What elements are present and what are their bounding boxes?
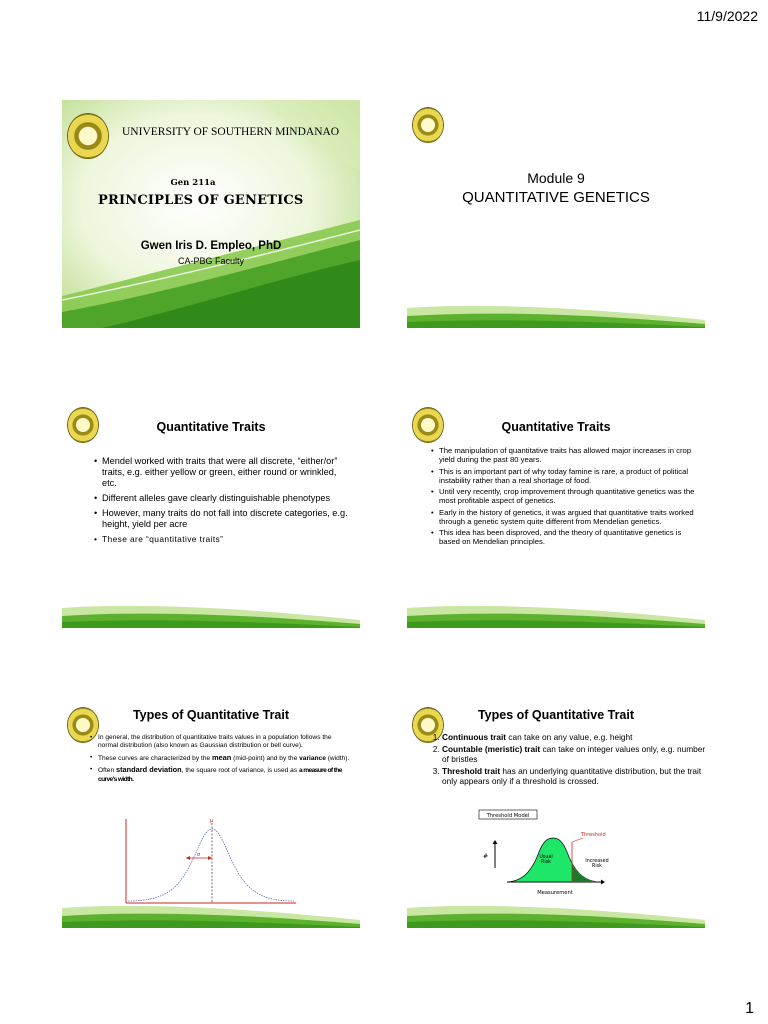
bullet-item: • This is an important part of why today famine is rare, a product of political instability rather than a real shortage of food. bbox=[431, 467, 699, 485]
module-number: Module 9 bbox=[527, 170, 585, 186]
slide-heading: Types of Quantitative Trait bbox=[132, 708, 290, 722]
bullet-item: • Often standard deviation, the square root of variance, is used as a measure of the curve’s width. bbox=[90, 766, 352, 784]
slide-title bbox=[62, 100, 360, 328]
slide-module bbox=[407, 100, 705, 328]
bullet-item: • This idea has been disproved, and the theory of quantitative genetics is based on Mendelian principles. bbox=[431, 528, 699, 546]
bullet-item: • These are “quantitative traits” bbox=[94, 534, 349, 545]
green-swoosh bbox=[62, 598, 360, 628]
bullet-item: • In general, the distribution of quantitative traits values in a population follows the normal distribution (also known as Gaussian distribution or bell curve). bbox=[90, 734, 352, 751]
slide-heading: Types of Quantitative Trait bbox=[477, 708, 635, 722]
university-seal-icon bbox=[413, 108, 443, 142]
university-seal-icon bbox=[68, 114, 108, 158]
green-swoosh bbox=[407, 898, 705, 928]
sigma-label: σ bbox=[197, 852, 201, 858]
green-swoosh bbox=[407, 298, 705, 328]
module-title: QUANTITATIVE GENETICS bbox=[462, 189, 650, 206]
slide-quantitative-traits-1 bbox=[62, 400, 360, 628]
green-swoosh bbox=[62, 898, 360, 928]
course-code: Gen 211a bbox=[170, 178, 216, 188]
usual-risk-label-1: Usual bbox=[539, 855, 553, 860]
bullet-list bbox=[94, 456, 349, 549]
bullet-item: • Until very recently, crop improvement through quantitative genetics was the most profitable aspect of genetics. bbox=[431, 487, 699, 505]
trait-types-list bbox=[429, 732, 705, 788]
increased-risk-label-2: Risk bbox=[592, 864, 602, 869]
threshold-label: Threshold bbox=[581, 832, 606, 838]
slide-types-list bbox=[407, 700, 705, 928]
author-name: Gwen Iris D. Empleo, PhD bbox=[140, 240, 282, 252]
slide-heading: Quantitative Traits bbox=[156, 420, 266, 434]
increased-risk-label-1: Increased bbox=[585, 859, 609, 864]
bell-curve-figure bbox=[118, 817, 298, 909]
list-item: 2. Countable (meristic) trait can take on integer values only, e.g. number of bristles bbox=[442, 744, 705, 765]
diagram-title: Threshold Model bbox=[486, 813, 530, 819]
bullet-list bbox=[90, 734, 352, 787]
list-item: 3. Threshold trait has an underlying quantitative distribution, but the trait only appears only if a threshold is crossed. bbox=[442, 766, 705, 787]
bullet-item: • The manipulation of quantitative traits has allowed major increases in crop yield during the past 80 years. bbox=[431, 446, 699, 464]
course-title: PRINCIPLES OF GENETICS bbox=[98, 193, 304, 208]
x-axis-label: Measurement bbox=[537, 890, 573, 896]
slide-heading: Quantitative Traits bbox=[501, 420, 611, 434]
bullet-item: • Different alleles gave clearly distinguishable phenotypes bbox=[94, 493, 349, 504]
list-item: 1. Continuous trait can take on any value, e.g. height bbox=[442, 732, 705, 743]
bullet-item: • Mendel worked with traits that were all discrete, “either/or” traits, e.g. either yellow or green, either round or wrinkled, etc. bbox=[94, 456, 349, 489]
bullet-list bbox=[431, 446, 699, 549]
bullet-item: • Early in the history of genetics, it was argued that quantitative traits worked through a genetic system quite different from Mendelian genetics. bbox=[431, 508, 699, 526]
author-department: CA-PBG Faculty bbox=[177, 256, 244, 266]
y-axis-label: # bbox=[483, 853, 489, 860]
mu-label: μ bbox=[210, 818, 214, 824]
university-name: UNIVERSITY OF SOUTHERN MINDANAO bbox=[122, 126, 340, 138]
bullet-item: • These curves are characterized by the mean (mid-point) and by the variance (width). bbox=[90, 754, 352, 763]
page-date: 11/9/2022 bbox=[696, 8, 758, 24]
page-number: 1 bbox=[745, 1000, 754, 1017]
bullet-item: • However, many traits do not fall into discrete categories, e.g. height, yield per acre bbox=[94, 508, 349, 530]
slide-types-normal-distribution bbox=[62, 700, 360, 928]
green-swoosh bbox=[407, 598, 705, 628]
usual-risk-label-2: Risk bbox=[541, 860, 551, 865]
slide-quantitative-traits-2 bbox=[407, 400, 705, 628]
threshold-model-diagram bbox=[477, 808, 627, 900]
